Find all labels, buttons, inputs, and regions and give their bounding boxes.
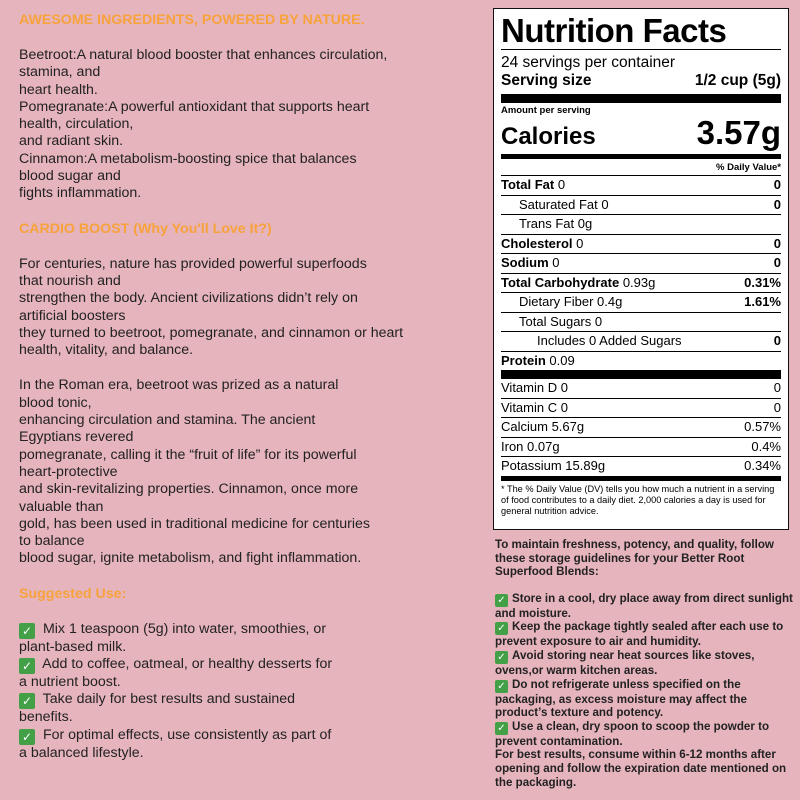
- storage-item: [495, 620, 795, 649]
- ingredients-text: [19, 47, 469, 203]
- nutrient-amount: 0: [554, 177, 566, 192]
- nutrient-label: [501, 196, 609, 215]
- ingredients-line: blood sugar and: [19, 168, 121, 185]
- nutrient-row: [501, 351, 781, 371]
- suggested-use-line: [19, 656, 469, 674]
- cardio-line: For centuries, nature has provided powerful superfoods: [19, 255, 367, 272]
- nutrient-label: [501, 215, 592, 234]
- suggested-use-text: Take daily for best results and sustained: [39, 691, 296, 708]
- suggested-use-line: [19, 639, 469, 656]
- checkmark-icon: ✓: [495, 722, 508, 735]
- nutrient-label: [501, 313, 602, 332]
- storage-item-text: Do not refrigerate unless specified on the packaging, as excess moisture may affect the product’s texture and potency.: [495, 677, 747, 720]
- vitamin-name: Iron 0.07g: [501, 438, 560, 454]
- nutrient-amount: 0: [548, 255, 560, 270]
- daily-value-header: % Daily Value*: [716, 162, 781, 173]
- nutrient-label: [501, 274, 655, 293]
- nutrient-label: [501, 254, 560, 273]
- checkmark-icon: ✓: [495, 680, 508, 693]
- nutrient-row: [501, 292, 781, 312]
- cardio-line: Egyptians revered: [19, 429, 134, 446]
- nutrient-amount: Saturated Fat 0: [519, 196, 609, 212]
- ingredients-line: fights inflammation.: [19, 185, 142, 202]
- nutrient-name: Protein: [501, 352, 546, 368]
- serving-size-label: Serving size: [501, 72, 592, 89]
- storage-items: [495, 592, 795, 749]
- nutrient-name: Total Fat: [501, 177, 555, 192]
- vitamin-rows: [501, 379, 781, 476]
- calories-row: [501, 116, 781, 154]
- cardio-line: blood sugar, ignite metabolism, and fight inflammation.: [19, 550, 362, 567]
- checkmark-icon: ✓: [495, 594, 508, 607]
- nutrient-row: [501, 331, 781, 351]
- serving-size-value: 1/2 cup (5g): [694, 72, 781, 89]
- cardio-line: strengthen the body. Ancient civilizations didn’t rely on: [19, 290, 358, 307]
- suggested-use-text: a nutrient boost.: [19, 674, 121, 691]
- cardio-line: that nourish and: [19, 272, 121, 289]
- serving-size: [501, 72, 781, 90]
- storage-item: [495, 649, 795, 678]
- cardio-line: to balance: [19, 533, 85, 550]
- nutrient-row: [501, 175, 781, 195]
- nutrient-amount: 0.09: [545, 352, 575, 368]
- nutrient-label: [501, 176, 565, 195]
- storage-intro: To maintain freshness, potency, and quality, follow these storage guidelines for your Better Root Superfood Blends:: [495, 538, 774, 579]
- suggested-use-line: [19, 745, 469, 762]
- storage-item-text: Avoid storing near heat sources like stoves, ovens,or warm kitchen areas.: [495, 648, 755, 677]
- vitamin-row: [501, 398, 781, 418]
- nutrient-name: Total Carbohydrate: [501, 274, 620, 290]
- suggested-use-text: plant-based milk.: [19, 638, 127, 655]
- storage-item-text: Use a clean, dry spoon to scoop the powder to prevent contamination.: [495, 719, 770, 748]
- cardio-line: they turned to beetroot, pomegranate, and cinnamon or heart: [19, 324, 404, 341]
- nutrient-row: [501, 273, 781, 293]
- checkmark-icon: ✓: [495, 622, 508, 635]
- cardio-paragraph-2: [19, 377, 469, 567]
- ingredients-line: health, circulation,: [19, 116, 134, 133]
- vitamin-row: [501, 379, 781, 398]
- vitamin-daily-value: 0.4%: [751, 438, 781, 454]
- nutrient-rows: [501, 175, 781, 370]
- cardio-line: health, vitality, and balance.: [19, 342, 194, 359]
- suggested-use-text: a balanced lifestyle.: [19, 744, 144, 761]
- calories-label: Calories: [501, 123, 596, 150]
- vitamin-name: Calcium 5.67g: [501, 419, 585, 434]
- ingredients-line: Pomegranate:A powerful antioxidant that supports heart: [19, 98, 370, 115]
- suggested-use-list: [19, 621, 469, 762]
- nutrient-daily-value: 0: [773, 255, 781, 270]
- nutrient-daily-value: 0: [773, 177, 781, 192]
- cardio-line: valuable than: [19, 498, 104, 515]
- storage-item: [495, 678, 795, 720]
- product-description: [19, 12, 469, 762]
- cardio-line: gold, has been used in traditional medicine for centuries: [19, 515, 370, 532]
- suggested-use-text: benefits.: [19, 709, 73, 726]
- nutrient-label: [501, 235, 583, 254]
- vitamin-daily-value: 0: [773, 380, 781, 395]
- storage-item-text: Keep the package tightly sealed after each use to prevent exposure to air and humidity.: [495, 620, 784, 649]
- cardio-line: enhancing circulation and stamina. The ancient: [19, 412, 316, 429]
- nutrient-amount: Dietary Fiber 0.4g: [519, 294, 623, 309]
- calories-value: 3.57g: [696, 114, 781, 151]
- divider-thick: [501, 94, 781, 103]
- nutrition-facts-label: [493, 8, 789, 530]
- suggested-use-heading: Suggested Use:: [19, 585, 127, 602]
- nutrient-name: Sodium: [501, 255, 549, 270]
- suggested-use-line: [19, 709, 469, 726]
- daily-value-footnote: * The % Daily Value (DV) tells you how much a nutrient in a serving of food contributes to a daily diet. 2,000 calories a day is used for general nutrition advice.: [501, 483, 775, 516]
- nutrient-daily-value: 0: [773, 235, 781, 251]
- vitamin-name: Potassium 15.89g: [501, 458, 606, 473]
- divider-thick-2: [501, 370, 781, 379]
- nutrient-name: Cholesterol: [501, 235, 573, 251]
- nutrient-daily-value: 0: [773, 196, 781, 212]
- nutrient-row: [501, 312, 781, 332]
- vitamin-name: Vitamin D 0: [501, 380, 568, 395]
- nutrient-label: [501, 293, 622, 312]
- ingredients-heading: AWESOME INGREDIENTS, POWERED BY NATURE.: [19, 12, 365, 28]
- nutrient-amount: Includes 0 Added Sugars: [537, 333, 682, 348]
- nutrient-row: [501, 253, 781, 273]
- ingredients-line: and radiant skin.: [19, 133, 124, 150]
- cardio-line: artificial boosters: [19, 307, 126, 324]
- checkmark-icon: ✓: [19, 623, 35, 639]
- vitamin-row: [501, 417, 781, 437]
- nutrient-row: [501, 214, 781, 234]
- suggested-use-line: [19, 621, 469, 639]
- ingredients-line: stamina, and: [19, 64, 101, 81]
- cardio-line: pomegranate, calling it the “fruit of life” for its powerful: [19, 446, 357, 463]
- nutrient-row: [501, 234, 781, 254]
- nutrient-amount: 0: [572, 235, 584, 251]
- cardio-paragraph-1: [19, 256, 469, 360]
- nutrient-daily-value: 1.61%: [744, 294, 781, 309]
- nutrient-label: [501, 352, 575, 371]
- nutrient-amount: Total Sugars 0: [519, 313, 603, 329]
- storage-item: [495, 720, 795, 749]
- checkmark-icon: ✓: [19, 693, 35, 709]
- vitamin-daily-value: 0.57%: [744, 419, 781, 434]
- storage-item: [495, 592, 795, 621]
- storage-outro: For best results, consume within 6-12 months after opening and follow the expiration date mentioned on the packaging.: [495, 748, 787, 789]
- vitamin-daily-value: 0.34%: [744, 458, 781, 473]
- vitamin-row: [501, 456, 781, 476]
- checkmark-icon: ✓: [495, 651, 508, 664]
- ingredients-line: Beetroot:A natural blood booster that enhances circulation,: [19, 47, 388, 63]
- suggested-use-line: [19, 691, 469, 709]
- checkmark-icon: ✓: [19, 658, 35, 674]
- cardio-line: heart-protective: [19, 463, 118, 480]
- ingredients-line: Cinnamon:A metabolism-boosting spice that balances: [19, 150, 357, 167]
- cardio-line: blood tonic,: [19, 394, 92, 411]
- checkmark-icon: ✓: [19, 729, 35, 745]
- suggested-use-text: For optimal effects, use consistently as part of: [39, 726, 332, 743]
- cardio-heading: CARDIO BOOST (Why You'll Love It?): [19, 220, 272, 237]
- nutrient-daily-value: 0.31%: [744, 274, 781, 290]
- suggested-use-line: [19, 727, 469, 745]
- nutrient-amount: 0.93g: [619, 274, 656, 290]
- vitamin-daily-value: 0: [773, 399, 781, 415]
- suggested-use-text: Add to coffee, oatmeal, or healthy desserts for: [39, 656, 333, 673]
- nutrient-daily-value: 0: [773, 333, 781, 348]
- vitamin-row: [501, 437, 781, 457]
- cardio-line: In the Roman era, beetroot was prized as a natural: [19, 377, 339, 394]
- amount-per-serving: Amount per serving: [501, 105, 591, 116]
- suggested-use-text: Mix 1 teaspoon (5g) into water, smoothies, or: [39, 620, 327, 637]
- nutrient-label: [501, 332, 682, 351]
- storage-guidelines: [495, 538, 795, 789]
- nutrient-row: [501, 195, 781, 215]
- storage-item-text: Store in a cool, dry place away from direct sunlight and moisture.: [495, 591, 793, 620]
- ingredients-line: heart health.: [19, 81, 98, 98]
- servings-per-container: 24 servings per container: [501, 54, 676, 71]
- suggested-use-line: [19, 674, 469, 691]
- cardio-line: and skin-revitalizing properties. Cinnamon, once more: [19, 481, 359, 498]
- nutrition-title: Nutrition Facts: [501, 12, 727, 49]
- vitamin-name: Vitamin C 0: [501, 399, 568, 415]
- nutrient-amount: Trans Fat 0g: [519, 216, 593, 231]
